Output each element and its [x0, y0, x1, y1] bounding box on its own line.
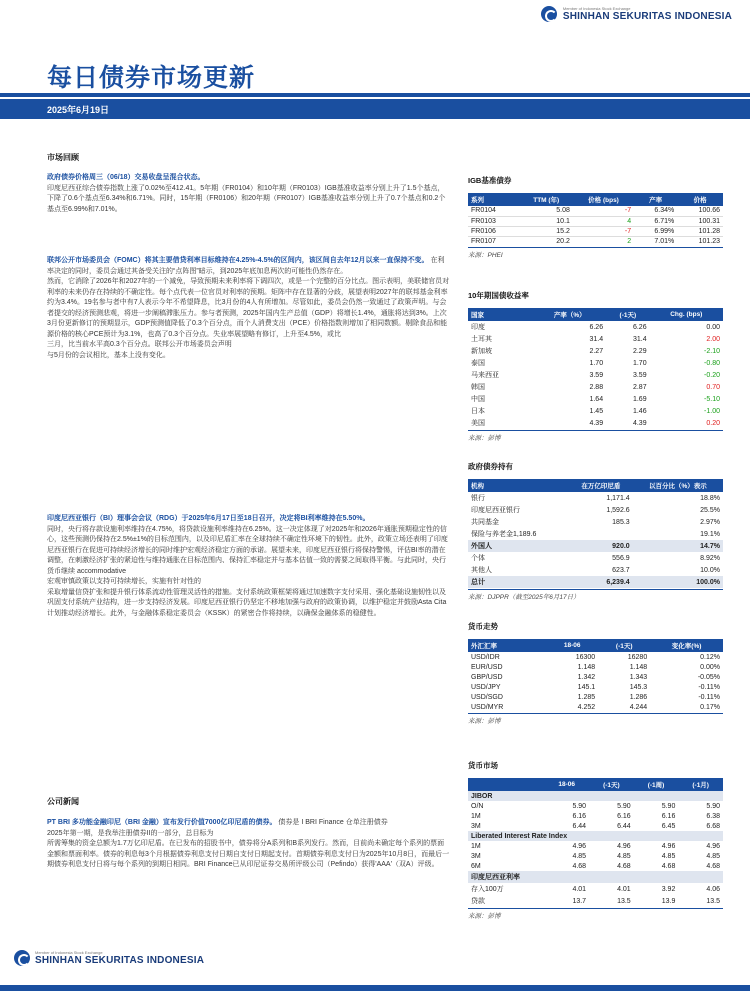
- table-row: [468, 652, 723, 662]
- cell: 0.20: [706, 419, 720, 427]
- cell: 100.66: [677, 206, 723, 216]
- table-row: [468, 369, 723, 381]
- cell: 5.90: [661, 802, 676, 810]
- lead-bi-rdg: 印度尼西亚银行（BI）理事会会议（RDG）于2025年6月17日至18日召开，决定将BI利率维持在5.50%。: [47, 515, 370, 522]
- table-row: [468, 895, 723, 907]
- fx-title: 货币走势: [468, 622, 498, 631]
- mm-col-1d: (-1天): [589, 778, 634, 791]
- cell: 4.68: [661, 862, 676, 870]
- cell: 6.38: [706, 812, 720, 820]
- cell: 101.23: [698, 237, 720, 245]
- cell: 3M: [471, 822, 481, 830]
- lead-bond-prices: 政府债券价格周三（06/18）交易收盘呈混合状态。: [47, 174, 205, 181]
- cell: -0.11%: [698, 693, 720, 701]
- table-row: [468, 381, 723, 393]
- cell: 15.2: [520, 226, 573, 236]
- cell: 5.90: [572, 802, 587, 810]
- page-title: 每日债券市场更新: [47, 64, 256, 92]
- cell: FR0106: [468, 226, 520, 236]
- body-bri-finance-2: 2025年第一期，是我举注册债券II的一部分，总目标为: [47, 829, 214, 837]
- cell: 4.01: [572, 885, 587, 893]
- cell: 4.85: [572, 852, 587, 860]
- body-bri-finance: 债券是 I BRI Finance 仓单注册债券: [278, 819, 388, 826]
- cell: 6.71%: [634, 216, 677, 226]
- cell: 1,592.6: [606, 506, 630, 514]
- cell: 16300: [575, 653, 596, 661]
- cell: 556.9: [612, 554, 630, 562]
- cell: 1.64: [589, 395, 604, 403]
- body-bi-rdg-3: 采取增量信贷扩张和提升银行体系流动性管理灵活性的措施。支付系统政策框架将通过加速数字支付采用、强化基础设施韧性以及巩固支付系统产业结构，进一步支持经济发展。印度尼西亚银行仍坚定不移地加强与政府的政策协调，以维护稳定并鼓励Asta Cita计划推动经济增长。此外，与金融体系稳定委员会（KSSK）的紧密合作将持续，以确保金融体系的稳健性。: [47, 588, 447, 617]
- cell: 4.01: [617, 885, 631, 893]
- cell: -7: [573, 226, 634, 236]
- table-row: [468, 821, 723, 831]
- market-review-heading: 市场回顾: [47, 153, 79, 162]
- cell: 银行: [471, 495, 485, 502]
- body-fomc-4: 与5月份的会议相比，基本上没有变化。: [47, 351, 170, 359]
- cell: 1.69: [632, 395, 647, 403]
- mm-group-indonesia-rates: 印度尼西亚利率: [468, 871, 723, 883]
- cell: 19.1%: [700, 530, 720, 538]
- cell: 13.9: [661, 897, 676, 905]
- cell: 个体: [471, 555, 485, 562]
- date-bar: [0, 99, 750, 119]
- cell: 1.70: [632, 359, 647, 367]
- cell: 贷款: [471, 898, 485, 905]
- footer-brand-tagline: Member of Indonesia Stock Exchange: [35, 950, 103, 955]
- cell: 1.46: [632, 407, 647, 415]
- mm-col-blank: [468, 778, 544, 791]
- cell: 韩国: [471, 384, 485, 391]
- cell: 4.244: [629, 703, 648, 711]
- table-row: [468, 216, 723, 226]
- cell: 8.92%: [700, 554, 720, 562]
- cell: 4.68: [617, 862, 631, 870]
- cell: 31.4: [589, 335, 604, 343]
- mm-group-liberated: Liberated Interest Rate Index: [468, 831, 723, 841]
- cell: O/N: [471, 802, 484, 810]
- holdings-col-percent: 以百分比（%）表示: [633, 479, 723, 492]
- cell: 145.1: [577, 683, 596, 691]
- cell: 总计: [468, 576, 569, 588]
- cell: 4.85: [706, 852, 720, 860]
- cell: 印度尼西亚银行: [471, 507, 520, 514]
- table-row: [468, 564, 723, 576]
- cell: 6.34%: [634, 206, 677, 216]
- ten-year-source: 来源：彭博: [468, 430, 723, 442]
- table-row: [468, 405, 723, 417]
- cell: USD/JPY: [471, 683, 501, 691]
- table-row: [468, 811, 723, 821]
- shinhan-logo-icon: [541, 6, 557, 22]
- paragraph-bi-rdg: [47, 514, 450, 619]
- table-row: [468, 692, 723, 702]
- paragraph-bri-finance: [47, 818, 450, 871]
- cell: 6.26: [632, 323, 647, 331]
- table-row: [468, 861, 723, 871]
- cell: -1.00: [704, 407, 720, 415]
- y10-col-yield: 产率（%）: [533, 308, 606, 321]
- table-row: [468, 801, 723, 811]
- mm-group-jibor: JIBOR: [468, 791, 723, 801]
- mm-col-today: 18-06: [544, 778, 589, 791]
- cell: 100.0%: [633, 576, 723, 588]
- cell: 6.26: [589, 323, 604, 331]
- body-fomc-2: 然而，它消除了2026年和2027年的一个减免，导致预期未来利率将下调四次，或是一个完整的百分比点。图示表明，美联储官员对利率的未来仍存在持续的不确定性。每个点代表一位官员对利率的预期。矩阵中存在显著的分歧，展望表明2027年的联邦基金利率约为3.4%。19名参与者中有7人表示今年不希望降息，比3月份的4人有所增加。尽管如此，委员会仍然一致通过了政策声明。与会者提交的经济预测悲观，将进一步阐稿滞胀压力。参与者预测，2025年国内生产总值（GDP）将增长1.4%，通胀将达到3%。上次3月份更新修订的预期显示，GDP预测值降低了0.3个百分点，而个人消费支出（PCE）价格指数则增加了相同数额。剔除食品和能源价格的核心PCE预计为3.1%，也高了0.3个百分点。失业率展望略有修订，上升至4.5%，或比: [47, 278, 450, 338]
- cell: 马来西亚: [471, 372, 499, 379]
- cell: 3M: [471, 852, 481, 860]
- body-bi-rdg: 同时，央行将存款设施利率维持在4.75%，将贷款设施利率维持在6.25%。这一决定体现了对2025年和2026年通胀预期稳定性的信心，这些预测仍保持在2.5%±1%的目标范围内，以及印尼盾汇率在全球持续不确定性环境下的韧性。此外，政策立场还表明了印度尼西亚银行在促进可持续经济增长的同时维护宏观经济稳定方面的承诺。展望未来，印度尼西亚银行将保持警惕，评估BI率的潜在调整，在刺激经济扩张的紧迫性与维持通胀在目标范围内、保持汇率稳定并与基本估值一致的需要之间取得平衡。与此同时，央行货币继续 accommodative: [47, 525, 448, 575]
- title-divider: [0, 93, 750, 97]
- holdings-table: [468, 479, 723, 588]
- brand-name: SHINHAN SEKURITAS INDONESIA: [562, 11, 732, 22]
- cell: -2.10: [704, 347, 720, 355]
- ten-year-title: 10年期国债收益率: [468, 291, 529, 300]
- table-row: [468, 540, 723, 552]
- igb-col-price: 价格: [677, 193, 723, 206]
- cell: 2.88: [589, 383, 604, 391]
- ten-year-yield-section: [468, 290, 723, 442]
- igb-benchmark-section: [468, 175, 723, 259]
- corporate-news-heading: 公司新闻: [47, 797, 79, 806]
- body-bri-finance-3: 所需筹集的资金总额为1.7万亿印尼盾。在已发布的招股书中，债券将分A系列和B系列发行。然而，目前尚未确定每个系列的票面金额和票面利率。债券的利息每3个月根据债券利息支付日期自支付日期起支付。首期债券利息支付日为2025年10月8日，而最后一期债券利息支付日将与每个系列的到期日相同。BRI Finance已从印尼证券交易所评级公司（Pefindo）获得'AAA'（双A）评级。: [47, 840, 450, 868]
- brand-tagline: Member of Indonesia Stock Exchange: [562, 6, 631, 11]
- cell: 13.7: [572, 897, 587, 905]
- body-fomc-3: 三月，比当前水平高0.3个百分点。联邦公开市场委员会声明: [47, 341, 232, 348]
- cell: 2.97%: [700, 518, 720, 526]
- table-row: [468, 841, 723, 851]
- y10-col-chg: Chg. (bps): [650, 308, 723, 321]
- igb-title: IGB基准债券: [468, 176, 512, 185]
- cell: 0.12%: [700, 653, 720, 661]
- cell: 日本: [471, 408, 485, 415]
- cell: 6.16: [661, 812, 676, 820]
- cell: 1.148: [577, 663, 596, 671]
- cell: FR0107: [471, 237, 496, 245]
- cell: 4.85: [661, 852, 676, 860]
- table-row: [468, 883, 723, 895]
- cell: 2.00: [706, 335, 720, 343]
- cell: -0.80: [704, 359, 720, 367]
- cell: 土耳其: [471, 336, 492, 343]
- body-fomc: 在利率决定的同时，委员会通过其备受关注的“点阵图”暗示，到2025年底加息两次的可能性仍然存在。: [47, 257, 445, 275]
- money-market-table: [468, 778, 723, 907]
- cell: 6,239.4: [569, 576, 633, 588]
- cell: 其他人: [471, 567, 492, 574]
- cell: USD/MYR: [471, 703, 504, 711]
- footer-brand: [14, 950, 204, 966]
- cell: 5.90: [706, 802, 720, 810]
- cell: 20.2: [556, 237, 570, 245]
- table-row: [468, 393, 723, 405]
- cell: 4.68: [572, 862, 587, 870]
- body-bond-prices: 印度尼西亚综合债券指数上涨了0.02%至412.41。5年期（FR0104）和10年期（FR0103）IGB基准收益率分别上升了1.5个基点，下降了0.6个基点至6.34%和6.71%。同时，15年期（FR0106）和20年期（FR0107）IGB基准收益率分别上升了0.7个基点和0.2个基点至6.99%和7.01%。: [47, 184, 446, 213]
- cell: -5.10: [704, 395, 720, 403]
- cell: 3.59: [589, 371, 604, 379]
- cell: 中国: [471, 396, 485, 403]
- cell: 2.27: [589, 347, 604, 355]
- igb-col-series: 系列: [468, 193, 520, 206]
- paragraph-fomc: [47, 256, 450, 361]
- cell: 保险与养老金1,189.6: [471, 531, 537, 538]
- cell: 14.7%: [633, 540, 723, 552]
- cell: 16280: [627, 653, 648, 661]
- cell: 1.148: [629, 663, 648, 671]
- cell: 外国人: [468, 540, 569, 552]
- table-row: [468, 345, 723, 357]
- cell: 1M: [471, 812, 481, 820]
- table-row: [468, 672, 723, 682]
- cell: 145.3: [629, 683, 648, 691]
- cell: EUR/USD: [471, 663, 503, 671]
- cell: 4.06: [706, 885, 720, 893]
- lead-bri-finance: PT BRI 多功能金融印尼（BRI 金融）宣布发行价值7000亿印尼盾的债券。: [47, 819, 277, 826]
- y10-col-prev: (-1天): [606, 308, 650, 321]
- cell: 100.31: [677, 216, 723, 226]
- table-row: [468, 682, 723, 692]
- cell: 4.39: [589, 419, 604, 427]
- table-row: [468, 504, 723, 516]
- table-row: [468, 492, 723, 504]
- money-market-source: 来源：彭博: [468, 908, 723, 920]
- table-row: [468, 702, 723, 712]
- cell: 3.92: [661, 885, 676, 893]
- cell: 6.45: [661, 822, 676, 830]
- cell: 5.08: [520, 206, 573, 216]
- cell: 新加坡: [471, 348, 492, 355]
- cell: -0.20: [704, 371, 720, 379]
- cell: 4.96: [706, 842, 720, 850]
- shinhan-logo-icon: [14, 950, 30, 966]
- cell: 共同基金: [471, 519, 499, 526]
- cell: 4.252: [577, 703, 596, 711]
- money-market-title: 货币市场: [468, 761, 498, 770]
- fx-table: [468, 639, 723, 712]
- cell: 4: [573, 216, 634, 226]
- table-row: [468, 321, 723, 333]
- cell: 185.3: [612, 518, 630, 526]
- cell: 920.0: [569, 540, 633, 552]
- table-row: [468, 206, 723, 216]
- cell: 18.8%: [700, 494, 720, 502]
- cell: USD/IDR: [471, 653, 500, 661]
- cell: 2.87: [632, 383, 647, 391]
- cell: 1.45: [589, 407, 604, 415]
- cell: 4.96: [661, 842, 676, 850]
- cell: 101.28: [677, 226, 723, 236]
- cell: 0.17%: [700, 703, 720, 711]
- cell: 10.1: [520, 216, 573, 226]
- table-row: [468, 417, 723, 429]
- cell: 25.5%: [700, 506, 720, 514]
- cell: 3.59: [632, 371, 647, 379]
- igb-table: [468, 193, 723, 246]
- cell: 31.4: [632, 335, 647, 343]
- cell: 1M: [471, 842, 481, 850]
- cell: 1.285: [577, 693, 596, 701]
- table-row: [468, 226, 723, 236]
- footer-bar: [0, 985, 750, 991]
- fx-section: [468, 621, 723, 725]
- cell: 存入100万: [471, 886, 504, 893]
- igb-source: 来源：PHEI: [468, 247, 723, 259]
- header: [0, 0, 750, 36]
- cell: 4.96: [617, 842, 631, 850]
- table-row: [468, 576, 723, 588]
- cell: 2: [627, 237, 632, 245]
- cell: 0.00%: [700, 663, 720, 671]
- table-row: [468, 357, 723, 369]
- cell: 泰国: [471, 360, 485, 367]
- table-row: [468, 662, 723, 672]
- cell: 7.01%: [654, 237, 675, 245]
- cell: -0.05%: [697, 673, 720, 681]
- holdings-col-institution: 机构: [468, 479, 569, 492]
- cell: 6.16: [572, 812, 587, 820]
- cell: 美国: [471, 420, 485, 427]
- table-row: [468, 333, 723, 345]
- igb-col-ttm: TTM (年): [520, 193, 573, 206]
- holdings-source: 来源：DJPPR（截至2025年6月17日）: [468, 589, 723, 601]
- holdings-col-amount: 在万亿印尼盾: [569, 479, 633, 492]
- cell: 4.85: [617, 852, 631, 860]
- cell: FR0104: [468, 206, 520, 216]
- report-date: 2025年6月19日: [47, 105, 110, 115]
- cell: 6.68: [706, 822, 720, 830]
- cell: -0.11%: [698, 683, 720, 691]
- cell: 6.44: [617, 822, 631, 830]
- mm-col-1m: (-1月): [678, 778, 723, 791]
- y10-col-country: 国家: [468, 308, 533, 321]
- table-row: [468, 236, 723, 246]
- cell: 0.00: [706, 323, 720, 331]
- igb-col-chg: 价格 (bps): [573, 193, 634, 206]
- paragraph-bond-prices: [47, 173, 450, 215]
- brand: [541, 6, 732, 22]
- mm-col-1w: (-1周): [634, 778, 679, 791]
- igb-col-yield: 产率: [634, 193, 677, 206]
- cell: 1.70: [589, 359, 604, 367]
- cell: 1.343: [629, 673, 648, 681]
- cell: 6M: [471, 862, 481, 870]
- cell: 1.342: [577, 673, 596, 681]
- cell: 2.29: [632, 347, 647, 355]
- money-market-section: [468, 760, 723, 920]
- cell: 13.5: [706, 897, 720, 905]
- fx-source: 来源：彭博: [468, 713, 723, 725]
- table-row: [468, 552, 723, 564]
- cell: 6.16: [617, 812, 631, 820]
- cell: 5.90: [617, 802, 631, 810]
- body-bi-rdg-2: 宏观审慎政策以支持可持续增长，实施有针对性的: [47, 578, 201, 585]
- cell: 6.99%: [634, 226, 677, 236]
- cell: 4.39: [632, 419, 647, 427]
- cell: 0.70: [706, 383, 720, 391]
- cell: 623.7: [612, 566, 630, 574]
- cell: 10.0%: [700, 566, 720, 574]
- fx-col-prev: (-1天): [598, 639, 650, 652]
- cell: 印度: [471, 324, 485, 331]
- table-row: [468, 851, 723, 861]
- table-row: [468, 528, 723, 540]
- cell: 4.68: [706, 862, 720, 870]
- table-row: [468, 516, 723, 528]
- fx-col-chg: 变化率(%): [650, 639, 723, 652]
- cell: FR0103: [468, 216, 520, 226]
- holdings-title: 政府债券持有: [468, 462, 513, 471]
- cell: 1.286: [629, 693, 648, 701]
- fx-col-today: 18-06: [546, 639, 598, 652]
- footer-brand-name: SHINHAN SEKURITAS INDONESIA: [35, 955, 205, 966]
- cell: GBP/USD: [471, 673, 503, 681]
- cell: [569, 528, 633, 540]
- cell: -7: [573, 206, 634, 216]
- holdings-section: [468, 461, 723, 601]
- ten-year-table: [468, 308, 723, 429]
- cell: USD/SGD: [471, 693, 503, 701]
- cell: 1,171.4: [606, 494, 630, 502]
- cell: 6.44: [572, 822, 587, 830]
- cell: 13.5: [617, 897, 631, 905]
- lead-fomc: 联邦公开市场委员会（FOMC）将其主要借贷利率目标维持在4.25%-4.5%的区间内，该区间自去年12月以来一直保持不变。: [47, 257, 429, 264]
- cell: 4.96: [572, 842, 587, 850]
- fx-col-pair: 外汇汇率: [468, 639, 546, 652]
